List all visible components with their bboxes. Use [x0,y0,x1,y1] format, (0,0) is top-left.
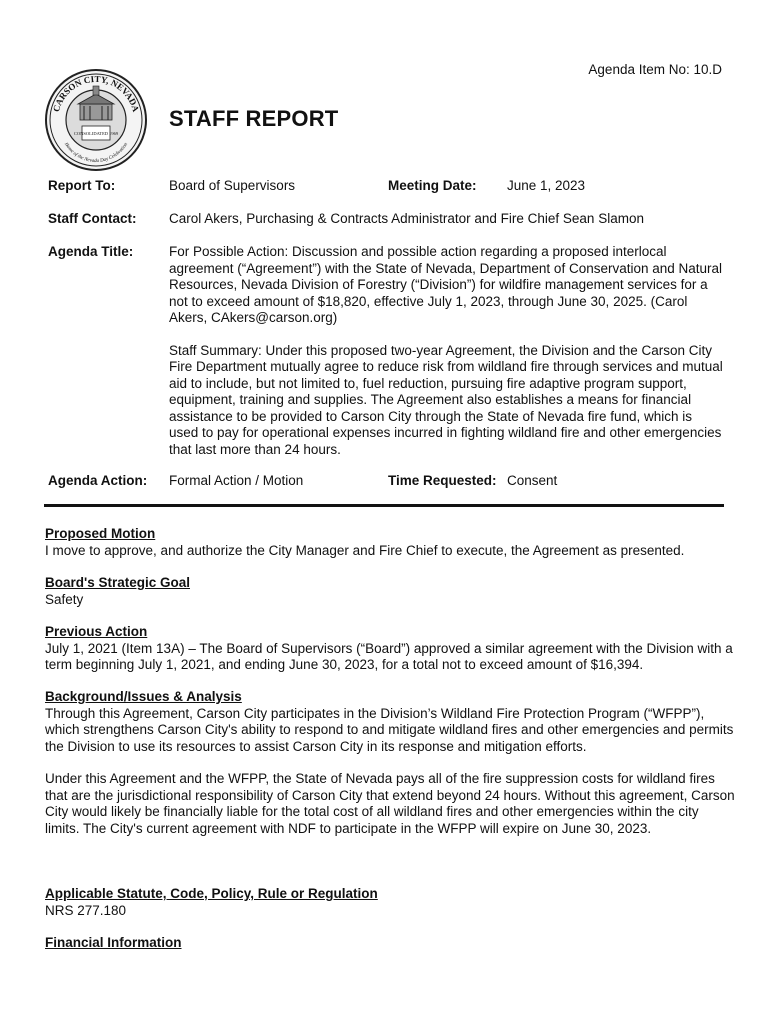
staff-contact-label: Staff Contact: [48,211,137,226]
time-requested-label: Time Requested: [388,473,497,488]
background-paragraph-2: Under this Agreement and the WFPP, the State of Nevada pays all of the fire suppression costs for wildland fires that are the jurisdictional responsibility of Carson City that extend beyond 24 hours. Without this agreement, Carson City would likely be financially liable for the total cost of all wildland fires and other emergencies within the city limits. The City's current agreement with NDF to participate in the WFPP will expire on June 30, 2023. [45,771,735,836]
previous-action-text: July 1, 2021 (Item 13A) – The Board of Supervisors (“Board”) approved a similar agreement with the Division with a term beginning July 1, 2021, and ending June 30, 2023, for a total not to exceed amount of $16,394. [45,640,733,672]
strategic-goal-section [45,575,735,624]
report-to-label: Report To: [48,178,116,193]
financial-heading: Financial Information [45,935,182,950]
time-requested-value: Consent [507,473,558,488]
section-divider [44,504,724,507]
agenda-title-value [169,244,724,474]
statute-section [45,886,735,935]
background-heading: Background/Issues & Analysis [45,689,242,704]
agenda-title-action: For Possible Action: Discussion and possible action regarding a proposed interlocal agreement (“Agreement”) with the State of Nevada, Department of Conservation and Natural Resources, Nevada Division of Forestry (“Division”) for wildfire management services for a not to exceed amount of $18,820, effective July 1, 2023, through June 30, 2025. (Carol Akers, CAkers@carson.org) [169,244,723,325]
city-seal-icon [44,68,148,172]
meeting-date-value: June 1, 2023 [507,178,586,193]
financial-section [45,935,735,952]
svg-text:Home of the Nevada Day Celebra: Home of the Nevada Day Celebration [62,142,130,165]
background-paragraph-1: Through this Agreement, Carson City participates in the Division’s Wildland Fire Protection Program (“WFPP”), which strengthens Carson City's ability to respond to and mitigate wildland fires and other emergencies and permits the Division to use its resources to assist Carson City in its response and mitigation efforts. [45,705,734,754]
strategic-goal-heading: Board's Strategic Goal [45,575,190,590]
previous-action-section [45,624,735,690]
staff-contact-value: Carol Akers, Purchasing & Contracts Administrator and Fire Chief Sean Slamon [169,211,644,226]
proposed-motion-section [45,526,735,575]
report-to-value: Board of Supervisors [169,178,296,193]
statute-heading: Applicable Statute, Code, Policy, Rule or Regulation [45,886,378,901]
strategic-goal-text: Safety [45,591,84,607]
proposed-motion-heading: Proposed Motion [45,526,156,541]
statute-text: NRS 277.180 [45,902,127,918]
agenda-action-label: Agenda Action: [48,473,148,488]
svg-text:CONSOLIDATED 1969: CONSOLIDATED 1969 [73,131,119,136]
agenda-item-number: Agenda Item No: 10.D [588,62,722,77]
background-section [45,689,735,853]
agenda-action-value: Formal Action / Motion [169,473,304,488]
agenda-title-label: Agenda Title: [48,244,134,259]
meeting-date-label: Meeting Date: [388,178,477,193]
staff-summary: Staff Summary: Under this proposed two-year Agreement, the Division and the Carson City Fire Department mutually agree to reduce risk from wildland fire through services and mutual aid to include, but not limited to, fuel reduction, pursuing fire adaptive program support, equipment, training and supplies. The Agreement also establishes a means for financial assistance to be provided to Carson City through the State of Nevada fire fund, which is used to pay for operational expenses incurred in fighting wildland fire and other emergencies that last more than 24 hours. [169,342,723,457]
previous-action-heading: Previous Action [45,624,148,639]
proposed-motion-text: I move to approve, and authorize the City Manager and Fire Chief to execute, the Agreement as presented. [45,542,685,558]
svg-text:CARSON CITY, NEVADA: CARSON CITY, NEVADA [50,73,142,113]
page-title: STAFF REPORT [169,106,339,131]
